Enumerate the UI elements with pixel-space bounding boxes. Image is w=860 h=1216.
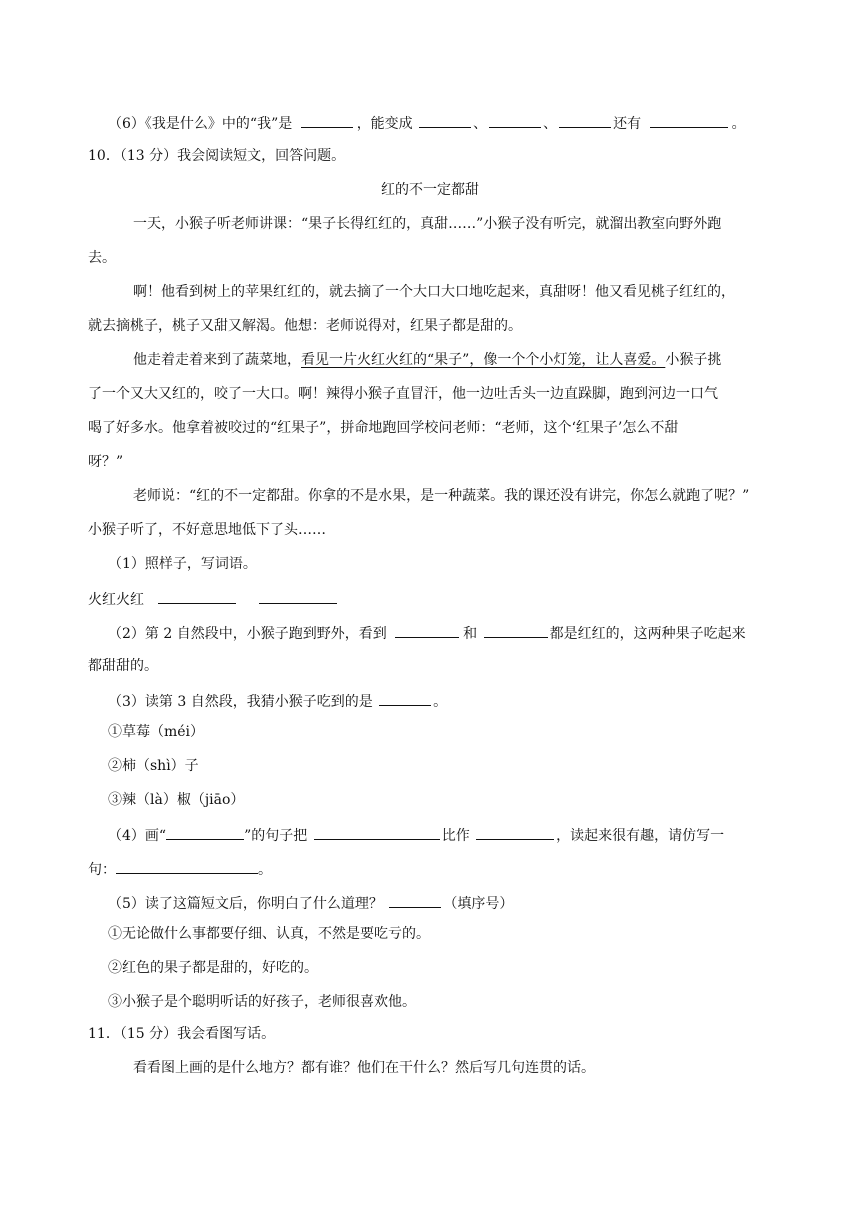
sub2-mid: 和 <box>463 626 478 642</box>
passage-p3-line4: 呀？” <box>88 454 124 470</box>
underlined-sentence: 看见一片火红火红的“果子”，像一个个小灯笼，让人喜爱。 <box>301 352 666 368</box>
sub4-mid1: ”的句子把 <box>244 828 308 844</box>
q9-6-line <box>108 112 746 134</box>
q9-6-prefix: （6）《我是什么》中的“我”是 <box>108 116 293 132</box>
sub1-label: （1）照样子，写词语。 <box>108 556 257 572</box>
passage-p2-line2: 就去摘桃子，桃子又甜又解渴。他想：老师说得对，红果子都是甜的。 <box>88 318 522 334</box>
answer-blank[interactable] <box>484 622 548 638</box>
passage-p1-line1: 一天，小猴子听老师讲课：“果子长得红红的，真甜……”小猴子没有听完，就溜出教室向野外跑 <box>133 216 722 232</box>
answer-blank[interactable] <box>158 588 236 604</box>
sub5-option[interactable]: ③小猴子是个聪明听话的好孩子，老师很喜欢他。 <box>108 994 416 1010</box>
q9-6-end: 。 <box>731 116 746 132</box>
passage-p2-line1: 啊！他看到树上的苹果红红的，就去摘了一个大口大口地吃起来，真甜呀！他又看见桃子红红的， <box>133 284 735 300</box>
sub2-line1 <box>108 622 746 644</box>
answer-blank[interactable] <box>476 824 554 840</box>
sub4-post: ，读起来很有趣，请仿写一 <box>556 828 725 844</box>
sub3-pre: （3）读第 3 自然段，我猜小猴子吃到的是 <box>108 694 373 710</box>
passage-p4-line2: 小猴子听了，不好意思地低下了头…… <box>88 522 326 538</box>
sub2-pre: （2）第 2 自然段中，小猴子跑到野外，看到 <box>108 626 387 642</box>
sub1-line <box>88 588 337 610</box>
sub3-line <box>108 690 447 712</box>
sub2-post: 都是红红的，这两种果子吃起来 <box>549 626 746 642</box>
sub4-line2-pre: 句： <box>88 862 116 878</box>
passage-p4-line1: 老师说：“红的不一定都甜。你拿的不是水果，是一种蔬菜。我的课还没有讲完，你怎么就跑了呢？” <box>133 488 750 504</box>
answer-blank[interactable] <box>259 588 337 604</box>
passage-p3-line2: 了一个又大又红的，咬了一大口。啊！辣得小猴子直冒汗，他一边吐舌头一边直跺脚，跑到河边一口气 <box>88 386 718 402</box>
q9-6-mid2: 还有 <box>613 116 642 132</box>
passage-p3-line3: 喝了好多水。他拿着被咬过的“红果子”，拼命地跑回学校问老师：“老师，这个‘红果子’怎么不甜 <box>88 420 679 436</box>
answer-blank[interactable] <box>650 112 728 128</box>
sub3-option[interactable]: ②柿（shì）子 <box>108 758 199 774</box>
answer-blank[interactable] <box>166 824 244 840</box>
passage-title: 红的不一定都甜 <box>381 182 479 198</box>
sub5-line <box>108 892 513 914</box>
sub5-pre: （5）读了这篇短文后，你明白了什么道理？ <box>108 896 383 912</box>
q9-6-sep1: 、 <box>473 116 488 132</box>
passage-p3-line1 <box>133 350 721 370</box>
answer-blank[interactable] <box>419 112 471 128</box>
sub4-line1 <box>108 824 724 846</box>
answer-blank[interactable] <box>379 690 431 706</box>
answer-blank[interactable] <box>116 858 258 874</box>
q11-prompt: 看看图上画的是什么地方？都有谁？他们在干什么？然后写几句连贯的话。 <box>133 1060 595 1076</box>
answer-blank[interactable] <box>389 892 441 908</box>
passage-p1-line2: 去。 <box>88 250 116 266</box>
sub4-pre: （4）画“ <box>108 828 167 844</box>
sub3-option[interactable]: ①草莓（méi） <box>108 724 205 740</box>
sub4-mid2: 比作 <box>441 828 470 844</box>
passage-p3-pre: 他走着走着来到了蔬菜地， <box>133 352 301 368</box>
answer-blank[interactable] <box>395 622 459 638</box>
sub4-line2 <box>88 858 272 880</box>
sub4-line2-post: 。 <box>258 862 272 878</box>
sub2-line2: 都甜甜的。 <box>88 658 158 674</box>
sub3-post: 。 <box>433 694 448 710</box>
passage-p3-post: 小猴子挑 <box>665 352 722 368</box>
q10-header: 10．（13 分）我会阅读短文，回答问题。 <box>88 148 346 164</box>
q9-6-mid1: ，能变成 <box>356 116 413 132</box>
sub1-example: 火红火红 <box>88 592 144 608</box>
answer-blank[interactable] <box>314 824 440 840</box>
sub5-option[interactable]: ②红色的果子都是甜的，好吃的。 <box>108 960 318 976</box>
answer-blank[interactable] <box>559 112 611 128</box>
answer-blank[interactable] <box>489 112 541 128</box>
sub3-option[interactable]: ③辣（là）椒（jiāo） <box>108 792 245 808</box>
sub5-post: （填序号） <box>443 896 514 912</box>
sub5-option[interactable]: ①无论做什么事都要仔细、认真，不然是要吃亏的。 <box>108 926 430 942</box>
answer-blank[interactable] <box>301 112 353 128</box>
q11-header: 11．（15 分）我会看图写话。 <box>88 1026 276 1042</box>
q9-6-sep2: 、 <box>543 116 558 132</box>
